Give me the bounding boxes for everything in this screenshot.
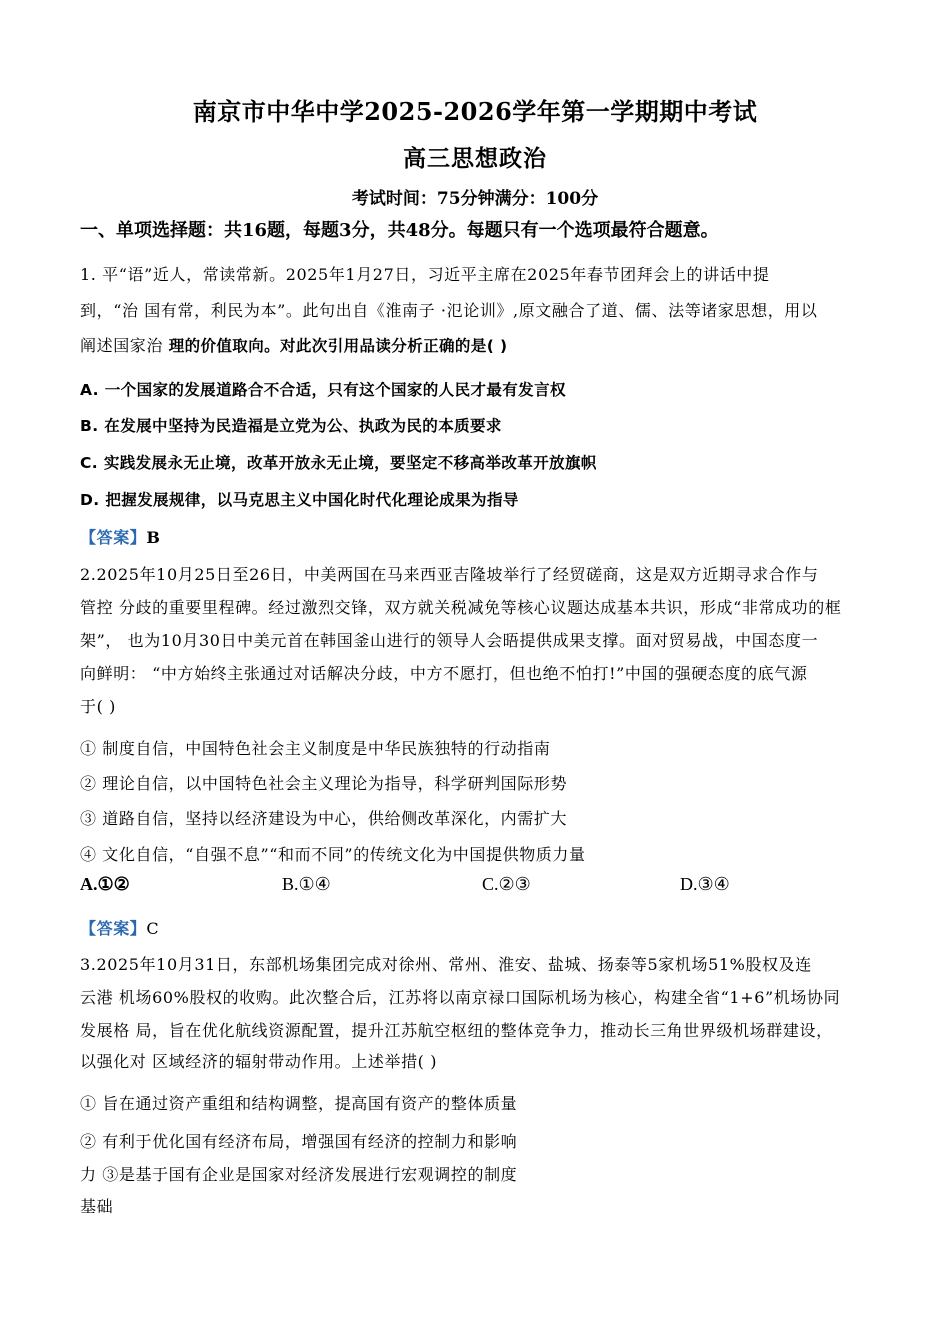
q2-stem-line-3: 架”， 也为10月30日中美元首在韩国釜山进行的领导人会晤提供成果支撑。面对贸易战，中国态度一 — [80, 631, 819, 650]
q3-item-2: ② 有利于优化国有经济布局，增强国有经济的控制力和影响 — [80, 1132, 518, 1151]
q2-stem-line-4: 向鲜明： “中方始终主张通过对话解决分歧，中方不愿打，但也绝不怕打!”中国的强硬态度的底气源 — [80, 664, 808, 683]
q2-stem-line-2: 管控 分歧的重要里程碑。经过激烈交锋，双方就关税减免等核心议题达成基本共识，形成“非常成功的框 — [80, 598, 842, 617]
q1-option-a: A. 一个国家的发展道路合不合适，只有这个国家的人民才最有发言权 — [80, 381, 566, 399]
q2-item-3: ③ 道路自信，坚持以经济建设为中心，供给侧改革深化，内需扩大 — [80, 809, 568, 828]
q3-stem-line-4: 以强化对 区域经济的辐射带动作用。上述举措( ) — [80, 1052, 438, 1071]
q1-stem-line-3-a: 阐述国家治 — [80, 336, 169, 355]
q1-stem-line-2: 到，“治 国有常，利民为本”。此句出自《淮南子 ·氾论训》,原文融合了道、儒、法等诸家思想，用以 — [80, 301, 818, 320]
section-heading: 一、单项选择题：共16题，每题3分，共48分。每题只有一个选项最符合题意。 — [80, 220, 719, 241]
q1-answer — [80, 525, 161, 548]
q1-stem-line-3-b: 理的价值取向。对此次引用品读分析正确的是( ) — [168, 337, 508, 355]
q2-item-1: ① 制度自信，中国特色社会主义制度是中华民族独特的行动指南 — [80, 739, 551, 758]
q2-answer-value: C — [146, 919, 160, 938]
q2-choice-d: D.③④ — [680, 874, 730, 894]
q3-stem-line-2: 云港 机场60%股权的收购。此次整合后，江苏将以南京禄口国际机场为核心，构建全省“1+6”机场协同 — [80, 988, 841, 1007]
exam-subject: 高三思想政治 — [403, 145, 547, 172]
q1-option-d: D. 把握发展规律，以马克思主义中国化时代化理论成果为指导 — [80, 491, 519, 509]
q1-answer-value: B — [146, 528, 161, 547]
q3-item-3: 力 ③是基于国有企业是国家对经济发展进行宏观调控的制度 — [80, 1165, 518, 1184]
q1-stem-line-1: 1. 平“语”近人，常读常新。2025年1月27日，习近平主席在2025年春节团拜会上的讲话中提 — [80, 265, 770, 284]
q2-choice-a: A.①② — [80, 874, 130, 894]
exam-title: 南京市中华中学2025-2026学年第一学期期中考试 — [192, 97, 758, 126]
q3-stem-line-1: 3.2025年10月31日，东部机场集团完成对徐州、常州、淮安、盐城、扬泰等5家机场51%股权及连 — [80, 955, 812, 974]
q2-choice-b: B.①④ — [282, 874, 331, 894]
q3-item-4: 基础 — [80, 1197, 114, 1216]
q1-option-c: C. 实践发展永无止境，改革开放永无止境，要坚定不移高举改革开放旗帜 — [80, 454, 597, 472]
q2-answer — [80, 916, 159, 939]
q3-stem-line-3: 发展格 局，旨在优化航线资源配置，提升江苏航空枢纽的整体竞争力，推动长三角世界级机场群建设， — [80, 1021, 833, 1040]
q1-option-b: B. 在发展中坚持为民造福是立党为公、执政为民的本质要求 — [80, 417, 502, 435]
exam-info: 考试时间：75分钟满分：100分 — [351, 189, 599, 209]
q3-item-1: ① 旨在通过资产重组和结构调整，提高国有资产的整体质量 — [80, 1094, 518, 1113]
q1-stem-line-3 — [80, 333, 507, 356]
q2-stem-line-5: 于( ) — [80, 697, 116, 716]
q2-item-2: ② 理论自信，以中国特色社会主义理论为指导，科学研判国际形势 — [80, 774, 568, 793]
q2-stem-line-1: 2.2025年10月25日至26日，中美两国在马来西亚吉隆坡举行了经贸磋商，这是双方近期寻求合作与 — [80, 565, 819, 584]
q2-answer-tag: 【答案】 — [80, 919, 147, 938]
q2-choice-c: C.②③ — [482, 874, 531, 894]
q2-item-4: ④ 文化自信，“自强不息”“和而不同”的传统文化为中国提供物质力量 — [80, 845, 586, 864]
q1-answer-tag: 【答案】 — [80, 528, 147, 547]
